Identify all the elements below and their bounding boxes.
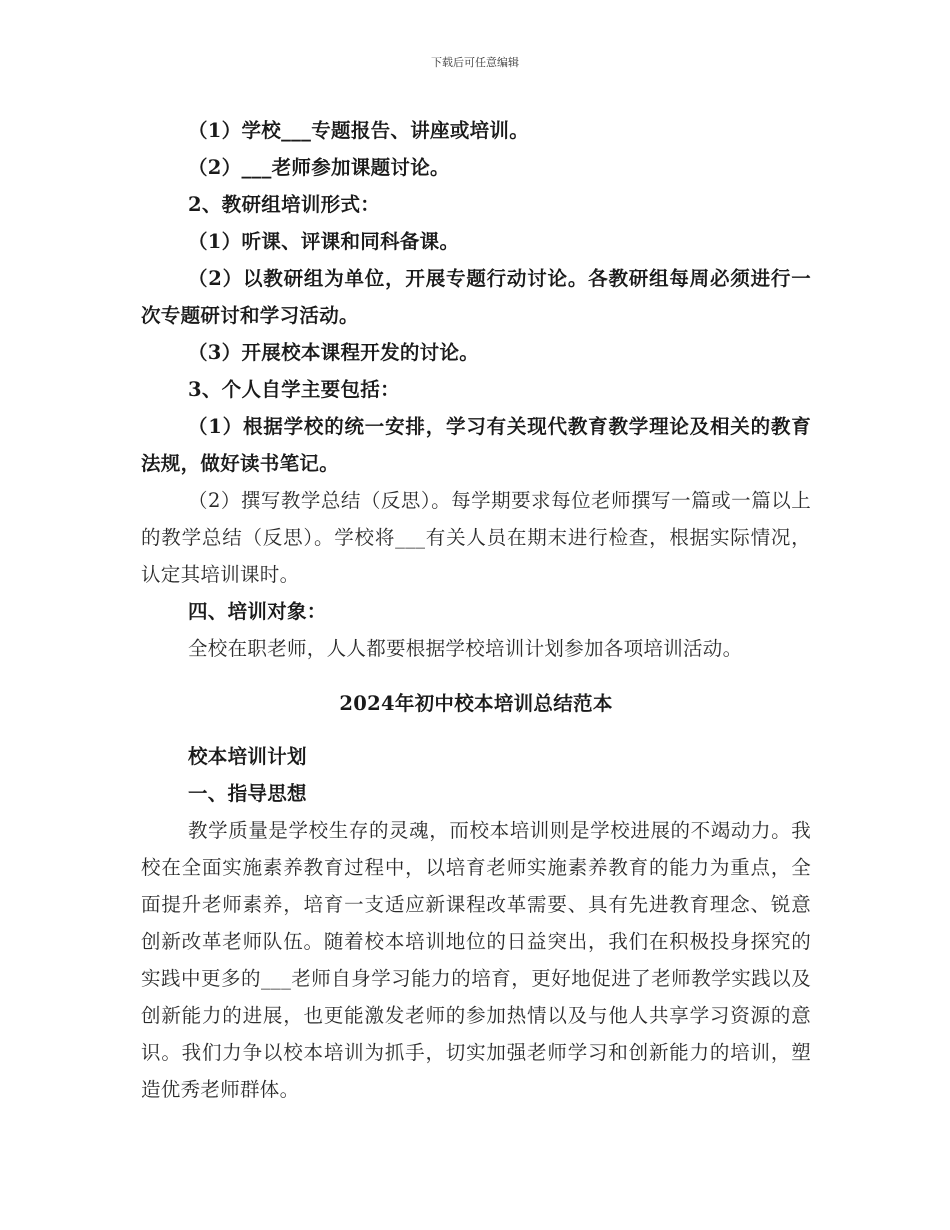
paragraph-group-discussion: （2）以教研组为单位，开展专题行动讨论。各教研组每周必须进行一次专题研讨和学习活动。 <box>141 267 811 327</box>
paragraph-teacher-discussion: （2）___老师参加课题讨论。 <box>188 156 450 179</box>
page-header: 下载后可任意编辑 <box>431 56 519 69</box>
heading-guiding-ideology: 一、指导思想 <box>188 782 307 805</box>
heading-training-target: 四、培训对象： <box>188 600 327 623</box>
paragraph-study-theory: （1）根据学校的统一安排，学习有关现代教育教学理论及相关的教育法规，做好读书笔记。 <box>141 415 811 475</box>
document-title: 2024年初中校本培训总结范本 <box>339 692 613 715</box>
paragraph-curriculum-development: （3）开展校本课程开发的讨论。 <box>188 341 480 364</box>
paragraph-teaching-summary: （2）撰写教学总结（反思）。每学期要求每位老师撰写一篇或一篇以上的教学总结（反思）。学校将___有关人员在期末进行检查，根据实际情况，认定其培训课时。 <box>141 489 811 586</box>
document-body <box>141 112 811 1108</box>
heading-training-plan: 校本培训计划 <box>188 745 307 768</box>
paragraph-school-lectures: （1）学校___专题报告、讲座或培训。 <box>188 119 530 142</box>
paragraph-lesson-observation: （1）听课、评课和同科备课。 <box>188 230 460 253</box>
paragraph-guiding-ideology: 教学质量是学校生存的灵魂，而校本培训则是学校进展的不竭动力。我校在全面实施素养教育过程中，以培育老师实施素养教育的能力为重点，全面提升老师素养，培育一支适应新课程改革需要、具有先进教育理念、锐意创新改革老师队伍。随着校本培训地位的日益突出，我们在积极投身探究的实践中更多的___老师自身学习能力的培育，更好地促进了老师教学实践以及创新能力的进展，也更能激发老师的参加热情以及与他人共享学习资源的意识。我们力争以校本培训为抓手，切实加强老师学习和创新能力的培训，塑造优秀老师群体。 <box>141 819 811 1101</box>
paragraph-all-teachers: 全校在职老师，人人都要根据学校培训计划参加各项培训活动。 <box>188 637 743 660</box>
heading-self-study: 3、个人自学主要包括： <box>188 378 400 401</box>
heading-teaching-group-format: 2、教研组培训形式： <box>188 193 381 216</box>
